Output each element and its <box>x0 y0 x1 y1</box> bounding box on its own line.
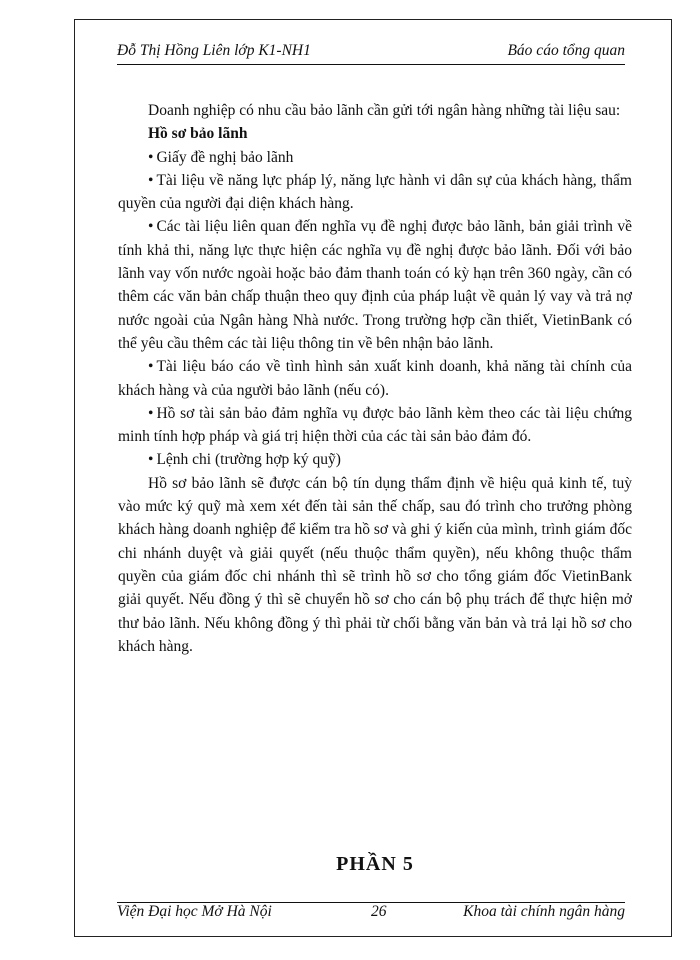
section-heading: Hồ sơ bảo lãnh <box>148 125 248 143</box>
bullet-item: • Tài liệu về năng lực pháp lý, năng lực hành vi dân sự của khách hàng, thẩm quyền của người đại diện khách hàng. <box>118 169 632 216</box>
page-header <box>117 40 625 65</box>
bullet-item: • Giấy đề nghị bảo lãnh <box>118 146 632 169</box>
page-footer <box>117 902 625 923</box>
header-author: Đỗ Thị Hồng Liên lớp K1-NH1 <box>117 42 311 59</box>
page-number: 26 <box>371 903 387 920</box>
bullet-item: • Lệnh chi (trường hợp ký quỹ) <box>118 448 632 471</box>
bullet-item: • Các tài liệu liên quan đến nghĩa vụ đề nghị được bảo lãnh, bản giải trình về tính khả thi, năng lực thực hiện các nghĩa vụ đề nghị được bảo lãnh. Đối với bảo lãnh vay vốn nước ngoài hoặc bảo đảm thanh toán có kỳ hạn trên 360 ngày, cần có thêm các văn bản chấp thuận theo quy định của pháp luật về quản lý vay và trả nợ nước ngoài của Ngân hàng Nhà nước. Trong trường hợp cần thiết, VietinBank có thể yêu cầu thêm các tài liệu thông tin về bên nhận bảo lãnh. <box>118 215 632 355</box>
footer-institution: Viện Đại học Mở Hà Nội <box>117 903 272 920</box>
bullet-item: • Tài liệu báo cáo về tình hình sản xuất kinh doanh, khả năng tài chính của khách hàng và của người bảo lãnh (nếu có). <box>118 355 632 402</box>
document-body <box>118 99 632 658</box>
body-paragraph: Hồ sơ bảo lãnh sẽ được cán bộ tín dụng thẩm định về hiệu quả kinh tế, tuỳ vào mức ký quỹ mà xem xét đến tài sản thế chấp, sau đó trình cho trưởng phòng khách hàng doanh nghiệp để kiểm tra hồ sơ và ghi ý kiến của mình, trình giám đốc chi nhánh duyệt và giải quyết (nếu thuộc thẩm quyền), nếu không thuộc thẩm quyền của giám đốc chi nhánh thì sẽ trình hồ sơ cho tổng giám đốc VietinBank giải quyết. Nếu đồng ý thì sẽ chuyển hồ sơ cho cán bộ phụ trách để thực hiện mở thư bảo lãnh. Nếu không đồng ý thì phải từ chối bằng văn bản và trả lại hồ sơ cho khách hàng. <box>118 474 632 655</box>
bullet-item: • Hồ sơ tài sản bảo đảm nghĩa vụ được bảo lãnh kèm theo các tài liệu chứng minh tính hợp pháp và giá trị hiện thời của các tài sản bảo đảm đó. <box>118 402 632 449</box>
header-report-title: Báo cáo tổng quan <box>507 42 625 59</box>
intro-paragraph: Doanh nghiệp có nhu cầu bảo lãnh cần gửi tới ngân hàng những tài liệu sau: <box>148 102 621 119</box>
part-title: PHẦN 5 <box>336 853 414 875</box>
footer-department: Khoa tài chính ngân hàng <box>463 903 625 920</box>
